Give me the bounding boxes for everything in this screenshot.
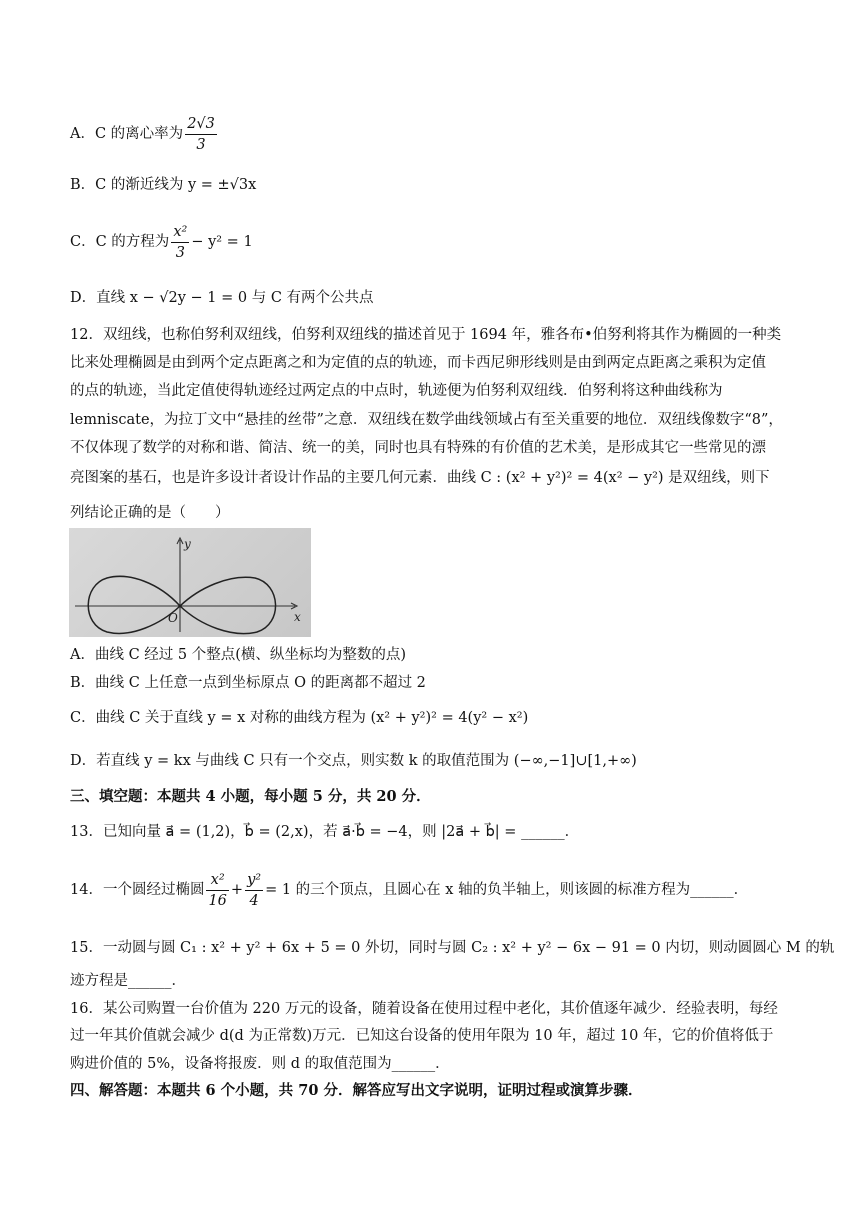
option-11-b: B．C 的渐近线为 y = ±√3x xyxy=(70,177,257,193)
question-16-line-3: 购进价值的 5%，设备将报废．则 d 的取值范围为______． xyxy=(70,1056,450,1072)
q12-line-7: 列结论正确的是（ ） xyxy=(70,505,230,521)
eccentricity-fraction: $\frac{2√3}{3}$ xyxy=(187,115,215,153)
question-14: 14．一个圆经过椭圆 $\frac{\text{x²}}{16}$ + $\frac{\text{y²}}{4}$ = 1 的三个顶点，且圆心在 x 轴的负半轴上，则该圆的标准方程为______． xyxy=(70,871,749,909)
section-3-heading: 三、填空题：本题共 4 小题，每小题 5 分，共 20 分． xyxy=(70,788,431,805)
option-11-d: D．直线 x − √2y − 1 = 0 与 C 有两个公共点 xyxy=(70,290,374,306)
question-16-line-1: 16．某公司购置一台价值为 220 万元的设备，随着设备在使用过程中老化，其价值逐年减少．经验表明，每经 xyxy=(70,1001,778,1017)
q12-line-6: 亮图案的基石，也是许多设计者设计作品的主要几何元素．曲线 C : (x² + y²)² = 4(x² − y²) 是双纽线，则下 xyxy=(70,470,770,486)
q12-line-4: lemniscate，为拉丁文中“悬挂的丝带”之意．双纽线在数学曲线领域占有至关重要的地位．双纽线像数字“8”， xyxy=(70,412,783,428)
q12-line-2: 比来处理椭圆是由到两个定点距离之和为定值的点的轨迹，而卡西尼卵形线则是由到两定点距离之乘积为定值 xyxy=(70,355,766,371)
lemniscate-graph xyxy=(69,528,311,637)
section-4-heading: 四、解答题：本题共 6 个小题，共 70 分．解答应写出文字说明，证明过程或演算步骤． xyxy=(70,1082,643,1099)
origin-label: O xyxy=(168,611,178,625)
question-15-line-2: 迹方程是______． xyxy=(70,973,186,989)
q12-line-3: 的点的轨迹，当此定值使得轨迹经过两定点的中点时，轨迹便为伯努利双纽线．伯努利将这种曲线称为 xyxy=(70,383,723,399)
q12-option-c: C．曲线 C 关于直线 y = x 对称的曲线方程为 (x² + y²)² = 4(y² − x²) xyxy=(70,710,529,726)
lemniscate-figure xyxy=(69,528,311,637)
ellipse-fraction-y: $\frac{\text{y²}}{4}$ xyxy=(247,871,262,909)
option-11-a: A．C 的离心率为 $\frac{2√3}{3}$ xyxy=(70,115,215,153)
question-13: 13．已知向量 a⃗ = (1,2)，b⃗ = (2,x)，若 a⃗·b⃗ = −4，则 |2a⃗ + b⃗| = ______． xyxy=(70,824,580,840)
q12-option-b: B．曲线 C 上任意一点到坐标原点 O 的距离都不超过 2 xyxy=(70,675,426,691)
q12-option-d: D．若直线 y = kx 与曲线 C 只有一个交点，则实数 k 的取值范围为 (−∞,−1]∪[1,+∞) xyxy=(70,753,637,769)
equation-fraction: $\frac{\text{x²}}{3}$ xyxy=(173,223,188,261)
q12-line-5: 不仅体现了数学的对称和谐、简洁、统一的美，同时也具有特殊的有价值的艺术美，是形成其它一些常见的漂 xyxy=(70,440,766,456)
question-16-line-2: 过一年其价值就会减少 d(d 为正常数)万元．已知这台设备的使用年限为 10 年，超过 10 年，它的价值将低于 xyxy=(70,1028,774,1044)
question-15-line-1: 15．一动圆与圆 C₁ : x² + y² + 6x + 5 = 0 外切，同时与圆 C₂ : x² + y² − 6x − 91 = 0 内切，则动圆圆心 M 的轨 xyxy=(70,940,835,956)
lemniscate-curve xyxy=(88,576,275,633)
x-axis-label: x xyxy=(294,610,301,624)
ellipse-fraction-x: $\frac{\text{x²}}{16}$ xyxy=(208,871,227,909)
q12-line-1: 12．双纽线，也称伯努利双纽线，伯努利双纽线的描述首见于 1694 年，雅各布•伯努利将其作为椭圆的一种类 xyxy=(70,327,782,343)
q12-option-a: A．曲线 C 经过 5 个整点(横、纵坐标均为整数的点) xyxy=(70,647,407,663)
y-axis-label: y xyxy=(184,537,191,551)
option-11-c: C．C 的方程为 $\frac{\text{x²}}{3}$ − y² = 1 xyxy=(70,223,253,261)
